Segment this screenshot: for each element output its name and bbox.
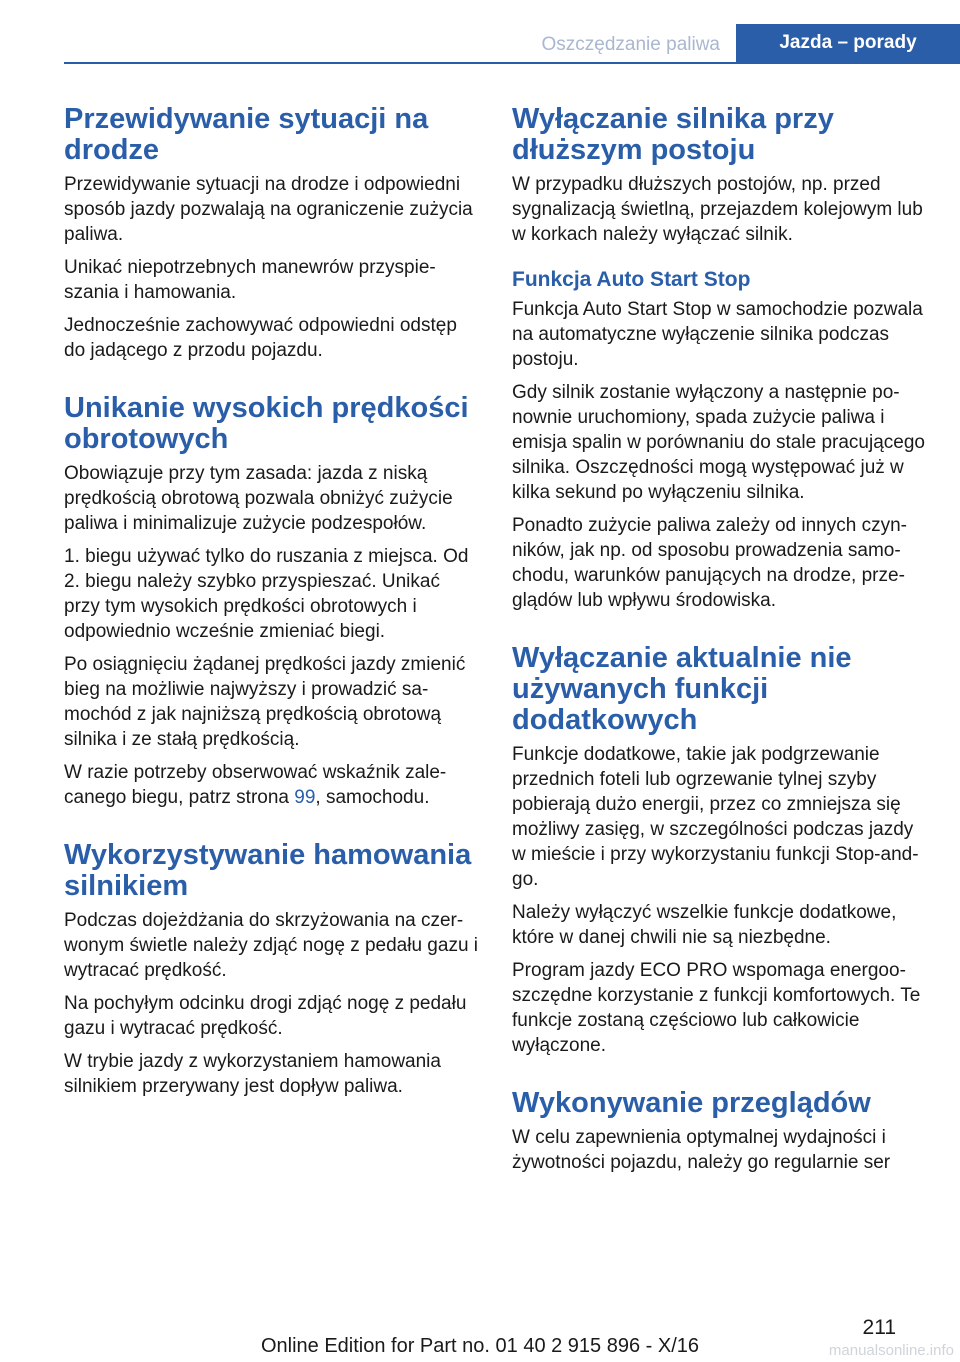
page-reference-link[interactable]: 99: [294, 787, 316, 808]
subsection-title-auto-start-stop: Funkcja Auto Start Stop: [512, 268, 751, 291]
paragraph: Podczas dojeżdżania do skrzyżowania na czerwonym świetle należy zdjąć nogę z pedału gazu i wytracać prędkość.: [64, 910, 479, 981]
section-title-extra-functions: Wyłączanie aktualnie nie używanych funkcji dodatkowych: [512, 642, 852, 736]
header-section-title: Oszczędzanie paliwa: [541, 34, 720, 55]
left-column: [64, 104, 478, 1107]
watermark: manualsonline.info: [828, 1342, 954, 1359]
paragraph: W celu zapewnienia optymalnej wydajności i żywotności pojazdu, należy go regularnie ser: [512, 1127, 891, 1173]
paragraph: W przypadku dłuższych postojów, np. przed sygnalizacją świetlną, przejazdem kolejowym lub w korkach należy wyłączać silnik.: [512, 174, 923, 245]
section-title-engine-braking: Wykorzystywanie hamowania silnikiem: [64, 839, 472, 902]
text: , samochodu.: [315, 787, 430, 808]
section-title-engine-off: Wyłączanie silnika przy dłuższym postoju: [512, 103, 834, 166]
paragraph: Przewidywanie sytuacji na drodze i odpowiedni sposób jazdy pozwalają na ograniczenie zużycia paliwa.: [64, 174, 473, 245]
paragraph: Jednocześnie zachowywać odpowiedni odstęp do jadącego z przodu pojazdu.: [64, 315, 457, 361]
edition-footer: Online Edition for Part no. 01 40 2 915 896 - X/16: [260, 1335, 700, 1357]
page-number: 211: [862, 1316, 896, 1339]
paragraph: Na pochyłym odcinku drogi zdjąć nogę z pedału gazu i wytracać prędkość.: [64, 993, 467, 1039]
paragraph: Gdy silnik zostanie wyłączony a następnie ponownie uruchomiony, spada zużycie paliwa i emisja spalin w porównaniu do stale pracującego silnika. Oszczędności mogą występować już w kilka sekund po wyłączeniu silnika.: [512, 382, 925, 503]
header-chapter-tab: Jazda – porady: [736, 24, 960, 64]
paragraph: Obowiązuje przy tym zasada: jazda z niską prędkością obrotową pozwala obniżyć zużycie paliwa i minimalizuje zużycie podzespołów.: [64, 463, 453, 534]
section-title-anticipation: Przewidywanie sytuacji na drodze: [64, 103, 429, 166]
text: W razie potrzeby obserwować wskaźnik zalecanego biegu, patrz strona: [64, 762, 447, 808]
paragraph: 1. biegu używać tylko do ruszania z miejsca. Od 2. biegu należy szybko przyspieszać. Unikać przy tym wysokich prędkości obrotowych i odpowiednio wcześnie zmieniać biegi.: [64, 546, 469, 642]
right-column: [512, 104, 926, 1183]
section-title-high-rpm: Unikanie wysokich prędkości obrotowych: [64, 392, 469, 455]
paragraph: W trybie jazdy z wykorzystaniem hamowania silnikiem przerywany jest dopływ paliwa.: [64, 1051, 441, 1097]
paragraph: Ponadto zużycie paliwa zależy od innych czynników, jak np. od sposobu prowadzenia samochodu, warunków panujących na drodze, przeglądów lub wpływu środowiska.: [512, 515, 907, 611]
paragraph: Unikać niepotrzebnych manewrów przyspieszania i hamowania.: [64, 257, 436, 303]
paragraph: Funkcje dodatkowe, takie jak podgrzewanie przednich foteli lub ogrzewanie tylnej szyby pobierają dużo energii, przez co zmniejsza się możliwy zasięg, w szczególności podczas jazdy w mieście i przy wykorzystaniu funkcji Stop-and-go.: [512, 744, 919, 890]
section-title-servicing: Wykonywanie przeglądów: [512, 1087, 871, 1119]
paragraph: Funkcja Auto Start Stop w samochodzie pozwala na automatyczne wyłączenie silnika podczas postoju.: [512, 299, 923, 370]
paragraph: Należy wyłączyć wszelkie funkcje dodatkowe, które w danej chwili nie są niezbędne.: [512, 902, 897, 948]
paragraph-with-link: [64, 760, 478, 810]
paragraph: Program jazdy ECO PRO wspomaga energooszczędne korzystanie z funkcji komfortowych. Te funkcje zostaną częściowo lub całkowicie wyłączone.: [512, 960, 921, 1056]
paragraph: Po osiągnięciu żądanej prędkości jazdy zmienić bieg na możliwie najwyższy i prowadzić samochód z jak najniższą prędkością obrotową silnika i ze stałą prędkością.: [64, 654, 466, 750]
